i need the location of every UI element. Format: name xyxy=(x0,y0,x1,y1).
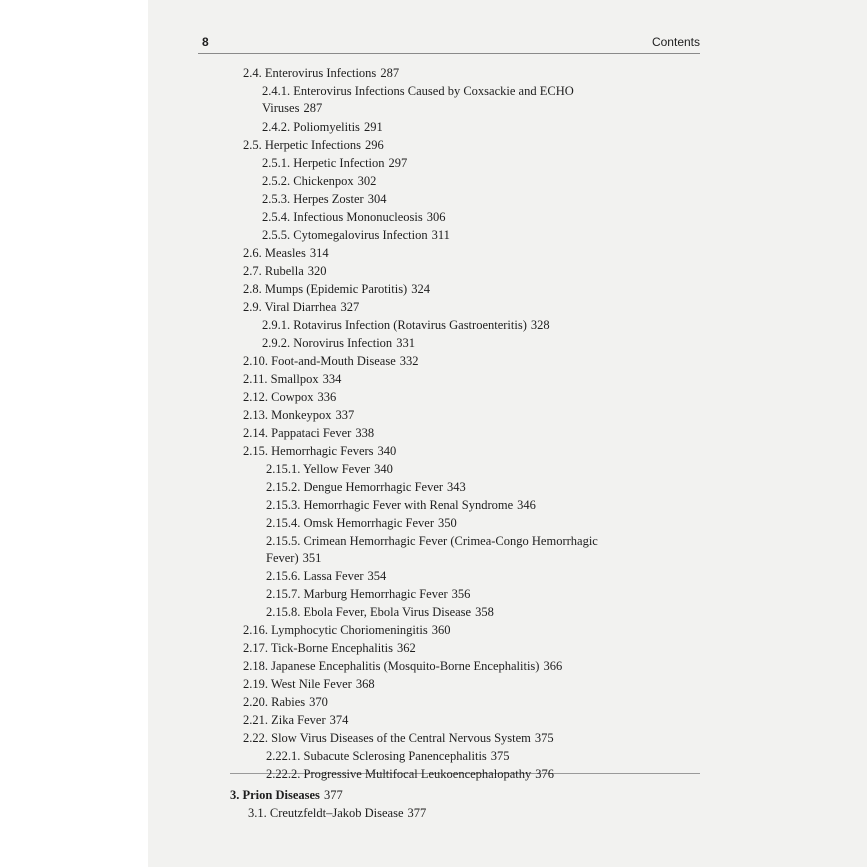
toc-entry-page: 377 xyxy=(407,806,427,820)
toc-entry-page: 331 xyxy=(396,336,415,350)
toc-entry-title: 2.5.2. Chickenpox xyxy=(262,174,354,188)
toc-entry-page: 304 xyxy=(367,192,387,206)
toc-entry-title: 2.9. Viral Diarrhea xyxy=(243,300,337,314)
toc-entry-page: 370 xyxy=(309,695,328,709)
toc-entry-title: 3.1. Creutzfeldt–Jakob Disease xyxy=(248,806,404,820)
toc-entry-page: 324 xyxy=(411,282,430,296)
toc-entry-title: 2.10. Foot-and-Mouth Disease xyxy=(243,354,396,368)
toc-entry-page: 287 xyxy=(380,66,400,80)
toc-entry-page: 356 xyxy=(451,587,471,601)
toc-entry-title: 2.12. Cowpox xyxy=(243,390,314,404)
toc-entry-page: 366 xyxy=(543,659,563,673)
toc-entry-title: 2.5.3. Herpes Zoster xyxy=(262,192,364,206)
toc-entry-page: 291 xyxy=(363,120,383,134)
toc-entry-title: 2.4. Enterovirus Infections xyxy=(243,66,377,80)
toc-entry-page: 328 xyxy=(530,318,550,332)
toc-entry-page: 375 xyxy=(534,731,554,745)
toc-entry-page: 374 xyxy=(329,713,349,727)
toc-entry-page: 334 xyxy=(322,372,342,386)
toc-entry-page: 340 xyxy=(374,462,393,476)
page-number: 8 xyxy=(202,35,209,49)
toc-entry-title: 2.15.5. Crimean Hemorrhagic Fever (Crimea-Congo Hemorrhagic xyxy=(266,534,598,548)
toc-entry-page: 336 xyxy=(317,390,337,404)
toc-entry-title: 2.6. Measles xyxy=(243,246,306,260)
toc-entry-title: 2.22.1. Subacute Sclerosing Panencephalitis xyxy=(266,749,487,763)
toc-entry-title: 2.13. Monkeypox xyxy=(243,408,332,422)
toc-entry-page: 343 xyxy=(447,480,466,494)
toc-entry-page: 306 xyxy=(426,210,446,224)
toc-entry-page: 340 xyxy=(377,444,397,458)
toc-entry-page: 314 xyxy=(309,246,329,260)
toc-entry-title: 2.15. Hemorrhagic Fevers xyxy=(243,444,374,458)
page-header xyxy=(198,33,700,54)
toc-entry-title: 2.7. Rubella xyxy=(243,264,304,278)
toc-entry-page: 302 xyxy=(357,174,377,188)
toc-entry-page: 358 xyxy=(475,605,494,619)
toc-entry-title: 2.5.5. Cytomegalovirus Infection xyxy=(262,228,428,242)
toc-entry-page: 311 xyxy=(431,228,450,242)
toc-entry-title: 2.9.1. Rotavirus Infection (Rotavirus Gastroenteritis) xyxy=(262,318,527,332)
toc-entry-page: 320 xyxy=(307,264,327,278)
toc-entry-title: 2.4.2. Poliomyelitis xyxy=(262,120,360,134)
toc-entry-page: 337 xyxy=(335,408,355,422)
toc-entry-page: 327 xyxy=(340,300,360,314)
toc-entry-page: 332 xyxy=(399,354,419,368)
toc-entry-page: 351 xyxy=(302,551,322,565)
toc-entry-page: 338 xyxy=(355,426,375,440)
toc-entry-title: 2.15.8. Ebola Fever, Ebola Virus Disease xyxy=(266,605,472,619)
toc-entry-page: 350 xyxy=(438,516,457,530)
toc-entry-page: 377 xyxy=(323,788,343,802)
toc-entry-page: 368 xyxy=(355,677,375,691)
toc-entry-page: 296 xyxy=(365,138,384,152)
toc-entry-title: 2.5. Herpetic Infections xyxy=(243,138,362,152)
toc-entry-page: 297 xyxy=(388,156,408,170)
toc-entry-title: 2.15.2. Dengue Hemorrhagic Fever xyxy=(266,480,444,494)
toc-entry-title: 2.4.1. Enterovirus Infections Caused by Coxsackie and ECHO xyxy=(262,84,574,98)
toc-entry-continuation: Fever) xyxy=(266,551,299,565)
toc-entry-title: 2.11. Smallpox xyxy=(243,372,319,386)
toc-entry-page: 354 xyxy=(367,569,387,583)
toc-entry-title: 2.15.4. Omsk Hemorrhagic Fever xyxy=(266,516,435,530)
toc-entry-title: 2.5.1. Herpetic Infection xyxy=(262,156,385,170)
toc-entry-title: 2.20. Rabies xyxy=(243,695,306,709)
toc-entry-page: 375 xyxy=(490,749,510,763)
toc-entry-title: 2.22. Slow Virus Diseases of the Central Nervous System xyxy=(243,731,531,745)
toc-entry-title: 2.15.1. Yellow Fever xyxy=(266,462,371,476)
toc-entry-title: 2.16. Lymphocytic Choriomeningitis xyxy=(243,623,428,637)
toc-entry-title: 2.15.6. Lassa Fever xyxy=(266,569,364,583)
toc-entry-title: 2.5.4. Infectious Mononucleosis xyxy=(262,210,423,224)
toc-entry-page: 376 xyxy=(535,767,554,781)
toc-entry-title: 2.8. Mumps (Epidemic Parotitis) xyxy=(243,282,408,296)
toc-entry-continuation: Viruses xyxy=(262,101,300,115)
toc-entry-title: 2.19. West Nile Fever xyxy=(243,677,352,691)
toc-entry-page: 346 xyxy=(517,498,536,512)
toc-entry-title: 2.14. Pappataci Fever xyxy=(243,426,352,440)
toc-entry-title: 2.21. Zika Fever xyxy=(243,713,326,727)
toc-entry-title: 2.15.7. Marburg Hemorrhagic Fever xyxy=(266,587,448,601)
toc-entry-title: 2.9.2. Norovirus Infection xyxy=(262,336,393,350)
toc-entry-page: 287 xyxy=(303,101,323,115)
toc-entry-title: 3. Prion Diseases xyxy=(230,788,320,802)
toc-entry-title: 2.15.3. Hemorrhagic Fever with Renal Syndrome xyxy=(266,498,514,512)
toc-entry-page: 360 xyxy=(431,623,451,637)
toc-entry-title: 2.22.2. Progressive Multifocal Leukoencephalopathy xyxy=(266,767,532,781)
toc-entry-title: 2.17. Tick-Borne Encephalitis xyxy=(243,641,393,655)
toc-entry-page: 362 xyxy=(397,641,416,655)
toc-entry-title: 2.18. Japanese Encephalitis (Mosquito-Borne Encephalitis) xyxy=(243,659,540,673)
running-title: Contents xyxy=(651,35,700,49)
